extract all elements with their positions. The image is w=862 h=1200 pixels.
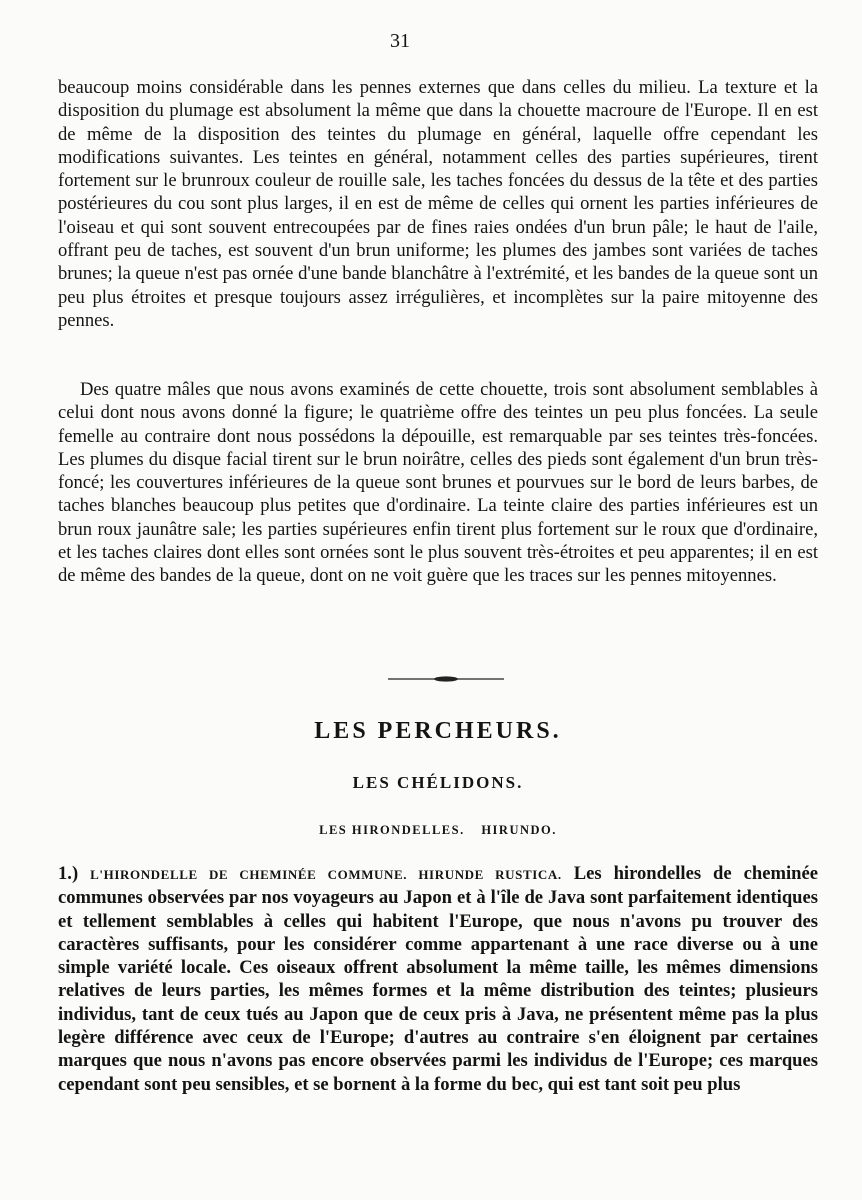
page-number: 31 — [390, 30, 410, 52]
species-entry — [58, 862, 818, 1096]
ornamental-divider — [388, 676, 504, 682]
entry-label: L'HIRONDELLE DE CHEMINÉE COMMUNE. HIRUNDE RUSTICA. — [90, 867, 562, 882]
paragraph-1: beaucoup moins considérable dans les pennes externes que dans celles du milieu. La texture et la disposition du plumage est absolument la même que dans la chouette macroure de l'Europe. Il en est de même de la disposition des teintes du plumage en général, laquelle offre cependant les modifications suivantes. Les teintes en général, notamment celles des parties supérieures, tirent fortement sur le brunroux couleur de rouille sale, les taches foncées du dessus de la tête et des parties postérieures du cou sont plus larges, il en est de même de celles qui ornent les parties inférieures de l'oiseau et qui sont souvent entrecoupées par de fines raies ondées d'un brun pâle; le haut de l'aile, offrant peu de taches, est souvent d'un brun uniforme; les plumes des jambes sont variées de taches brunes; la queue n'est pas ornée d'une bande blanchâtre à l'extrémité, et les bandes de la queue sont un peu plus étroites et presque toujours assez irrégulières, et incomplètes sur la paire mitoyenne des pennes. — [58, 77, 818, 331]
genus-title-latin: HIRUNDO. — [481, 823, 557, 837]
entry-number: 1.) — [58, 863, 79, 884]
paragraph-2: Des quatre mâles que nous avons examinés de cette chouette, trois sont absolument semblables à celui dont nous avons donné la figure; le quatrième offre des teintes un peu plus foncées. La seule femelle au contraire dont nous possédons la dépouille, est remarquable par ses teintes très-foncées. Les plumes du disque facial tirent sur le brun noirâtre, celles des pieds sont également d'un brun très-foncé; les couvertures inférieures de la queue sont brunes et pourvues sur le bord de leurs barbes, de taches blanches beaucoup plus petites que d'ordinaire. La teinte claire des parties inférieures est un brun roux jaunâtre sale; les parties supérieures enfin tirent plus fortement sur le roux que d'ordinaire, et les taches claires dont elles sont ornées sont le plus souvent très-étroites et peu apparentes; il en est de même des bandes de la queue, dont on ne voit guère que les traces sur les pennes mitoyennes. — [58, 379, 818, 587]
subsection-title: LES CHÉLIDONS. — [352, 773, 524, 792]
genus-title-french: LES HIRONDELLES. — [319, 823, 465, 837]
section-title: LES PERCHEURS. — [314, 718, 562, 744]
entry-text: Les hirondelles de cheminée communes observées par nos voyageurs au Japon et à l'île de Java sont parfaitement identiques et tellement semblables à celles qui habitent l'Europe, que nous n'avons pu trouver des caractères suffisants, pour les considérer comme appartenant à une race diverse ou à une simple variété locale. Ces oiseaux offrent absolument la même taille, les mêmes dimensions relatives de leurs parties, les mêmes formes et la même distribution des teintes; plusieurs individus, tant de ceux tués au Japon que de ceux pris à Java, ne présentent même pas la plus legère différence avec ceux de l'Europe; d'autres au contraire s'en éloignent par certaines marques que nous n'avons pas encore observées parmi les individus de l'Europe; ces marques cependant sont peu sensibles, et se bornent à la forme du bec, qui est tant soit peu plus — [58, 863, 818, 1095]
genus-title — [58, 823, 818, 838]
